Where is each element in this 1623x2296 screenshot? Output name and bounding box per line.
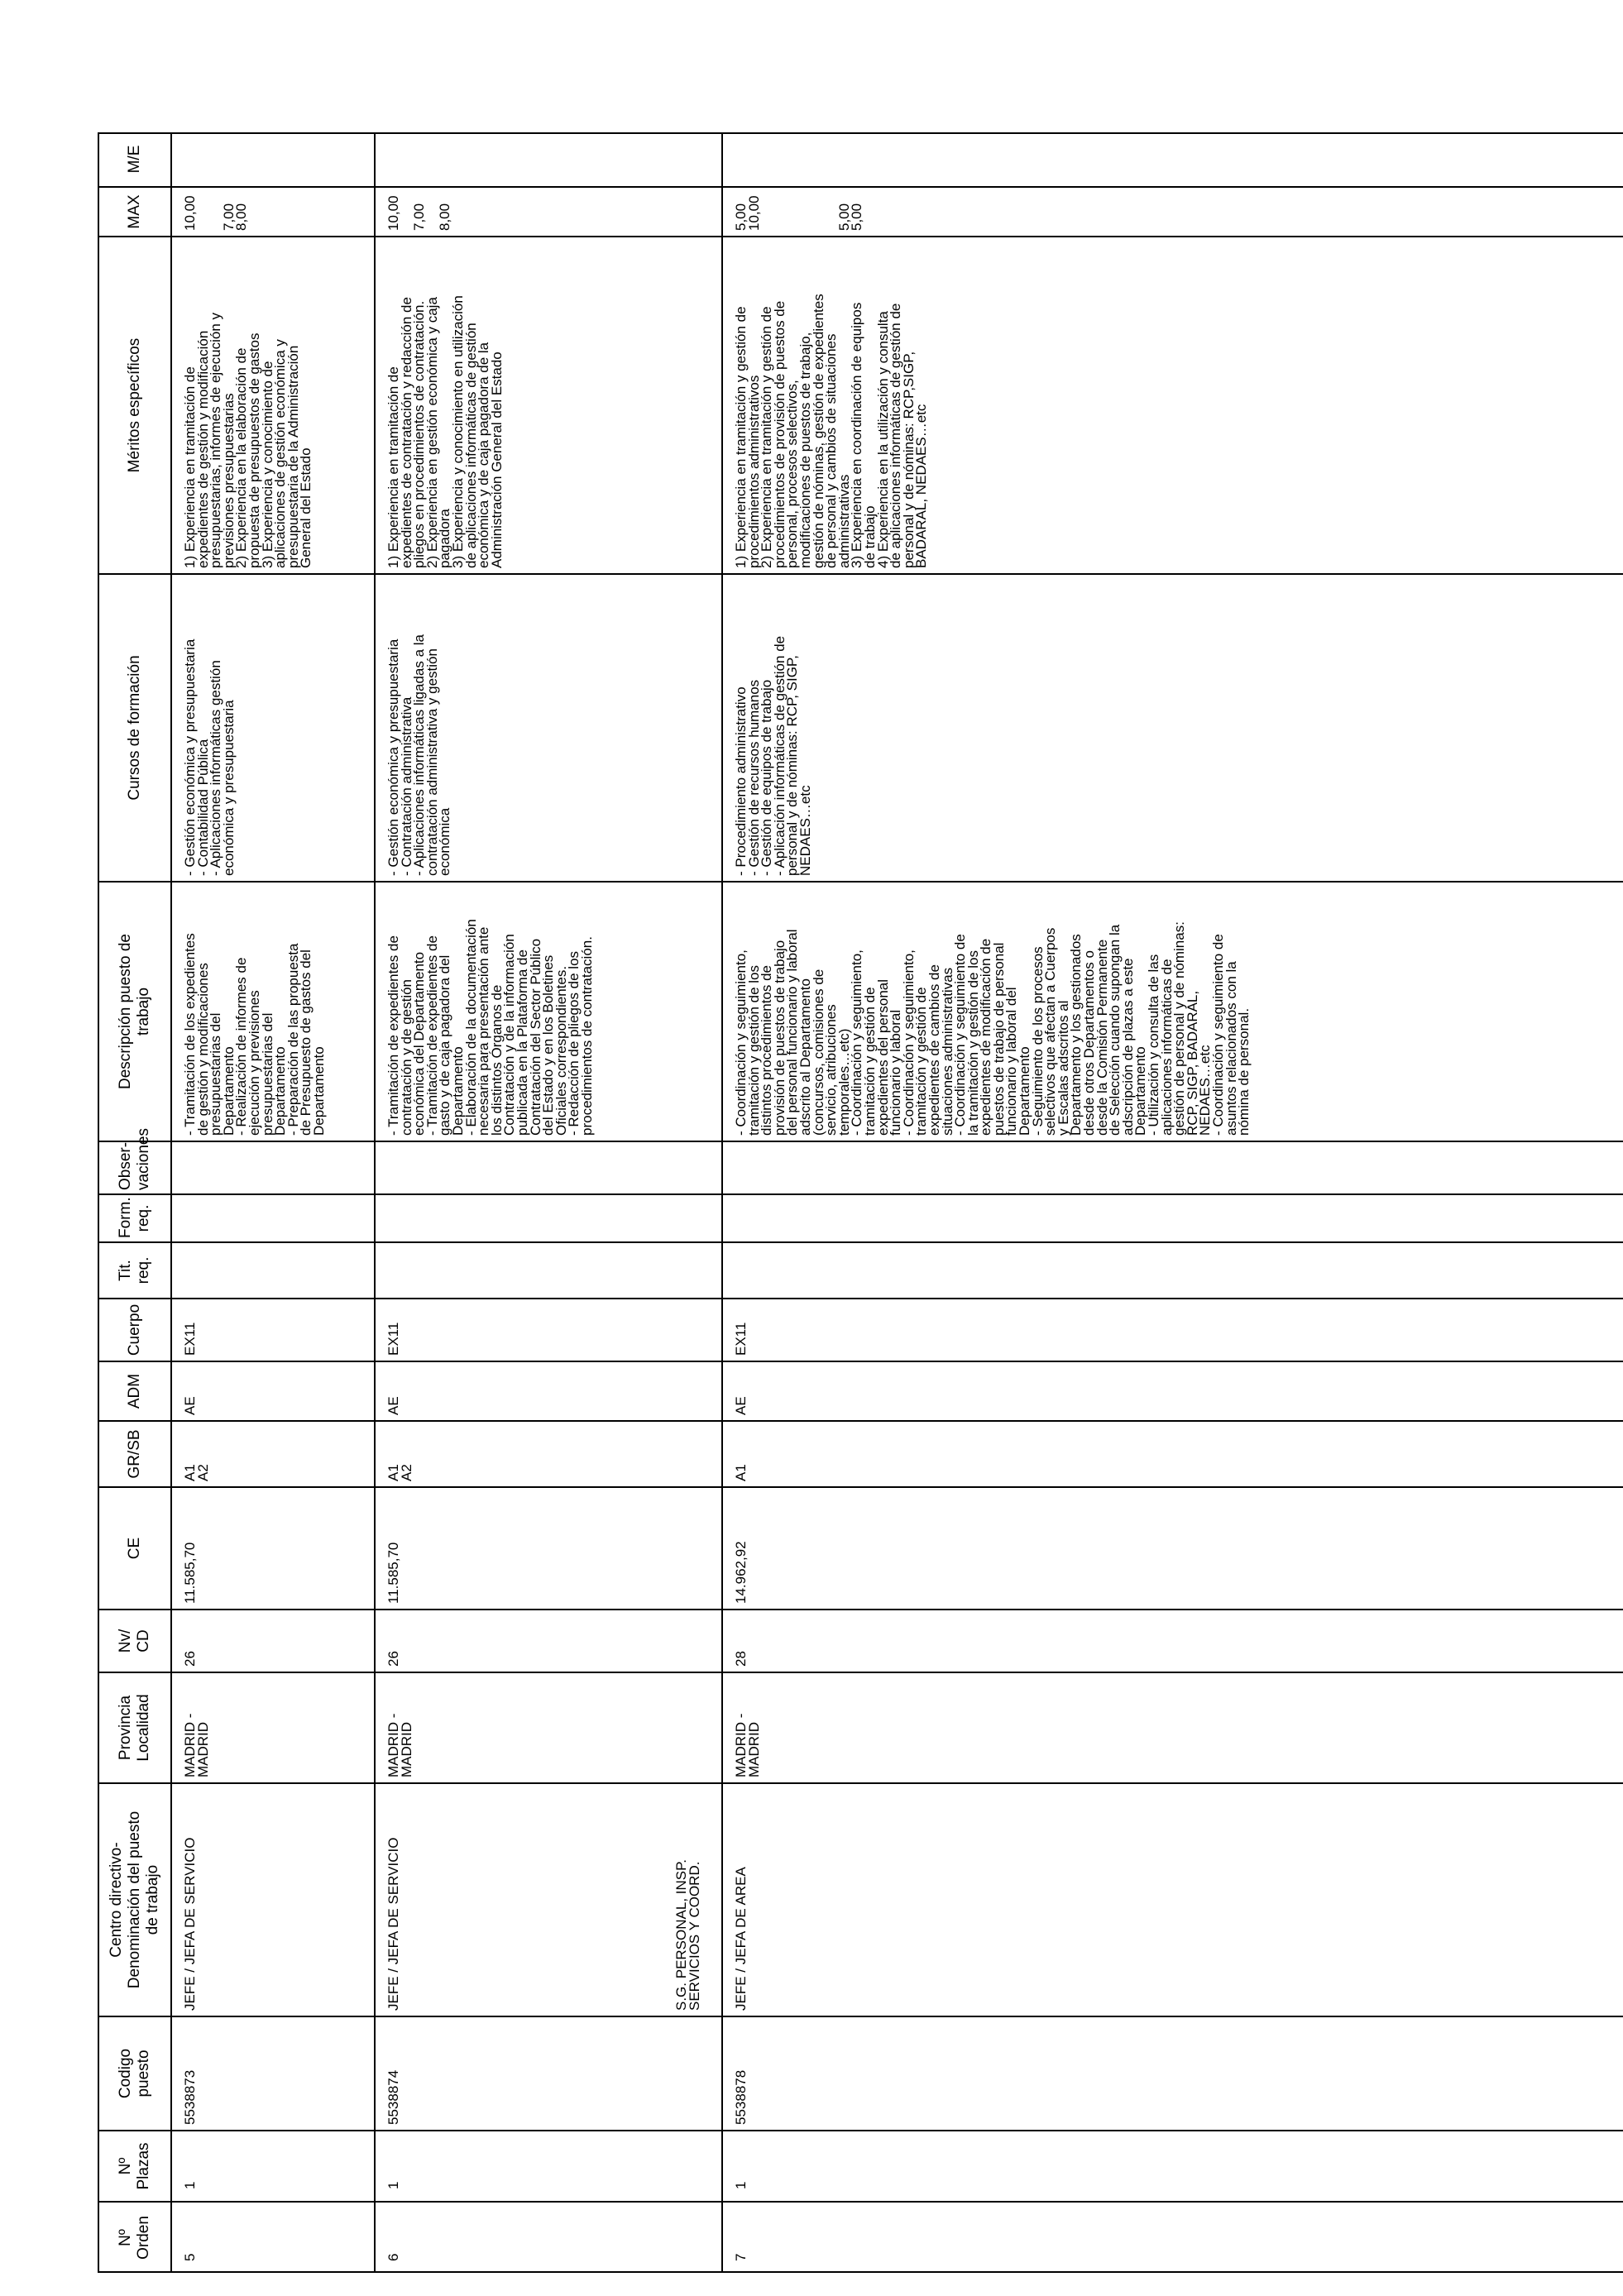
- cuerpo-cell: EX11: [722, 1299, 1623, 1361]
- nivel-cell: 26: [375, 1610, 722, 1672]
- me-cell: [171, 132, 375, 187]
- puesto-denominacion: JEFE / JEFA DE AREA: [733, 1867, 749, 2011]
- cuerpo-cell: EX11: [171, 1299, 375, 1361]
- adm-cell: AE: [171, 1361, 375, 1421]
- header-cuerpo: Cuerpo: [98, 1299, 171, 1361]
- plazas-cell: 1: [375, 2131, 722, 2202]
- grupo-cell: A1: [722, 1421, 1623, 1487]
- descripcion-cell: - Tramitación de expedientes de contratación y de gestión económica del Departamento - Tramitación de expedientes de gasto y de caja pagadora del Departamento - Elaboración de la documentación necesaria para presentación ante los distintos Órganos de Contratación y de la información publicada en la Plataforma de Contratación del Sector Público del Estado y en los Boletines Oficiales correspondientes. - Redacción de pliegos de los procedimientos de contratación.: [375, 882, 722, 1141]
- header-provincia: Provincia Localidad: [98, 1672, 171, 1783]
- nivel-cell: 26: [171, 1610, 375, 1672]
- plazas-cell: 1: [171, 2131, 375, 2202]
- cursos-cell: - Gestión económica y presupuestaria - Contabilidad Pública - Aplicaciones informáticas gestión económica y presupuestaria: [171, 574, 375, 882]
- header-formacion: Form. req.: [98, 1194, 171, 1242]
- max-cell: 5,00 10,00 5,00 5,00: [722, 187, 1623, 237]
- header-adm: ADM: [98, 1361, 171, 1421]
- formacion-cell: [375, 1194, 722, 1242]
- header-grupo: GR/SB: [98, 1421, 171, 1487]
- header-titulacion: Tit. req.: [98, 1242, 171, 1299]
- header-ce: CE: [98, 1487, 171, 1610]
- grupo-cell: A1 A2: [375, 1421, 722, 1487]
- meritos-cell: 1) Experiencia en tramitación y gestión de procedimientos administrativos 2) Experiencia en tramitación y gestión de procedimientos de provisión de puestos de personal, procesos selectivos, modificaciones de puestos de trabajo, gestión de nóminas, gestión de expedientes de personal y cambios de situaciones administrativas 3) Experiencia en coordinación de equipos de trabajo 4) Experiencia en la utilización y consulta de aplicaciones informáticas de gestión de personal y de nóminas: RCP,SIGP, BADARAL, NEDAES…etc: [722, 237, 1623, 574]
- header-me: M/E: [98, 132, 171, 187]
- codigo-cell: 5538878: [722, 2016, 1623, 2131]
- centro-cell: [375, 1783, 722, 2016]
- me-cell: [375, 132, 722, 187]
- puesto-denominacion: JEFE / JEFA DE SERVICIO: [385, 1837, 401, 2011]
- ce-cell: 11.585,70: [375, 1487, 722, 1610]
- header-centro: Centro directivo- Denominación del puesto de trabajo: [98, 1783, 171, 2016]
- cursos-cell: - Gestión económica y presupuestaria - Contratación administrativa - Aplicaciones informáticas ligadas a la contratación administrativa y gestión económica: [375, 574, 722, 882]
- centro-cell: [171, 1783, 375, 2016]
- codigo-cell: 5538874: [375, 2016, 722, 2131]
- header-meritos: Méritos específicos: [98, 237, 171, 574]
- descripcion-cell: - Tramitación de los expedientes de gestión y modificaciones presupuestarias del Departamento - Realización de informes de ejecución y previsiones presupuestarias del Departamento - Preparación de las propuesta de Presupuesto de gastos del Departamento: [171, 882, 375, 1141]
- titulacion-cell: [375, 1242, 722, 1299]
- formacion-cell: [722, 1194, 1623, 1242]
- header-orden: Nº Orden: [98, 2202, 171, 2273]
- table-row: [375, 132, 722, 2273]
- header-observaciones: Obser- vaciones: [98, 1141, 171, 1194]
- unidad-label: S.G. PERSONAL, INSP. SERVICIOS Y COORD.: [673, 1859, 702, 2011]
- header-nivel: Nv/ CD: [98, 1610, 171, 1672]
- meritos-cell: 1) Experiencia en tramitación de expedientes de gestión y modificación presupuestarias, informes de ejecución y previsiones presupuestarias 2) Experiencia en la elaboración de propuesta de presupuestos de gastos 3) Experiencia y conocimiento de aplicaciones de gestión económica y presupuestaria de la Administración General del Estado: [171, 237, 375, 574]
- observaciones-cell: [722, 1141, 1623, 1194]
- provincia-cell: MADRID - MADRID: [171, 1672, 375, 1783]
- titulacion-cell: [722, 1242, 1623, 1299]
- orden-cell: 7: [733, 2253, 749, 2261]
- header-cursos: Cursos de formación: [98, 574, 171, 882]
- observaciones-cell: [375, 1141, 722, 1194]
- header-max: MAX: [98, 187, 171, 237]
- provincia-cell: MADRID - MADRID: [722, 1672, 1623, 1783]
- adm-cell: AE: [722, 1361, 1623, 1421]
- ce-cell: 14.962,92: [722, 1487, 1623, 1610]
- table-row: [171, 132, 375, 2273]
- formacion-cell: [171, 1194, 375, 1242]
- titulacion-cell: [171, 1242, 375, 1299]
- provincia-cell: MADRID - MADRID: [375, 1672, 722, 1783]
- header-descripcion: Descripción puesto de trabajo: [98, 882, 171, 1141]
- header-plazas: Nº Plazas: [98, 2131, 171, 2202]
- positions-table: [98, 132, 1623, 2273]
- adm-cell: AE: [375, 1361, 722, 1421]
- header-codigo: Codigo puesto: [98, 2016, 171, 2131]
- meritos-cell: 1) Experiencia en tramitación de expedientes de contratación y redacción de pliegos en procedimientos de contratación. 2) Experiencia en gestión económica y caja pagadora 3) Experiencia y conocimiento en utilización de aplicaciones informáticas de gestión económica y de caja pagadora de la Administración General del Estado: [375, 237, 722, 574]
- observaciones-cell: [171, 1141, 375, 1194]
- puesto-denominacion: JEFE / JEFA DE SERVICIO: [182, 1837, 198, 2011]
- orden-cell: 6: [385, 2253, 401, 2261]
- table-row: [722, 132, 1623, 2273]
- max-cell: 10,00 7,00 8,00: [171, 187, 375, 237]
- plazas-cell: 1: [722, 2131, 1623, 2202]
- max-cell: 10,00 7,00 8,00: [375, 187, 722, 237]
- me-cell: [722, 132, 1623, 187]
- orden-cell: 5: [182, 2253, 198, 2261]
- codigo-cell: 5538873: [171, 2016, 375, 2131]
- centro-cell: [673, 1783, 1623, 2016]
- nivel-cell: 28: [722, 1610, 1623, 1672]
- header-row: [98, 132, 171, 2273]
- grupo-cell: A1 A2: [171, 1421, 375, 1487]
- cuerpo-cell: EX11: [375, 1299, 722, 1361]
- ce-cell: 11.585,70: [171, 1487, 375, 1610]
- descripcion-cell: - Coordinación y seguimiento, tramitación y gestión de los distintos procedimientos de provisión de puestos de trabajo del personal funcionario y laboral adscrito al Departamento (concursos, comisiones de servicio, atribuciones temporales…etc) - Coordinación y seguimiento, tramitación y gestión de expedientes del personal funcionario y laboral - Coordinación y seguimiento, tramitación y gestión de expedientes de cambios de situaciones administrativas - Coordinación y seguimiento de la tramitación y gestión de los expedientes de modificación de puestos de trabajo de personal funcionario y laboral del Departamento - Seguimiento de los procesos selectivos que afectan a Cuerpos y Escalas adscritos al Departamento y los gestionados desde otros Departamentos o desde la Comisión Permanente de Selección cuando supongan la adscripción de plazas a este Departamento - Utilización y consulta de las aplicaciones informáticas de gestión de personal y de nóminas: RCP, SIGP, BADARAL, NEDAES…etc - Coordinación y seguimiento de asuntos relacionados con la nómina de personal.: [722, 882, 1623, 1141]
- cursos-cell: - Procedimiento administrativo - Gestión de recursos humanos - Gestión de equipos de trabajo - Aplicación informáticas de gestión de personal y de nóminas: RCP, SIGP, NEDAES…etc: [722, 574, 1623, 882]
